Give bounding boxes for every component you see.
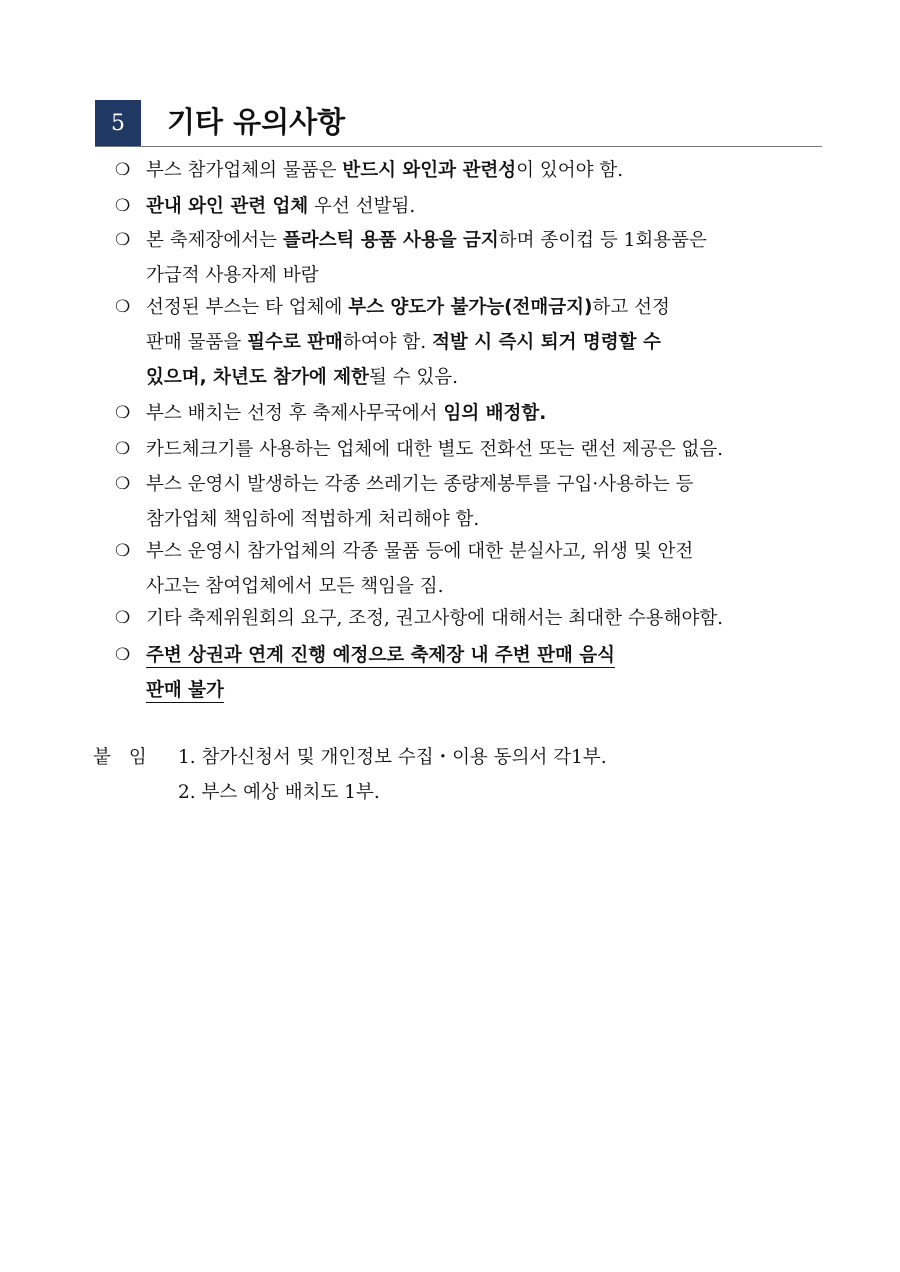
notice-line (146, 673, 224, 708)
circle-bullet-icon: ❍ (115, 474, 131, 494)
notice-line (146, 534, 693, 569)
notice-text: 우선 선발됨. (308, 196, 416, 217)
emphasis-text: 부스 양도가 불가능(전매금지) (348, 297, 593, 318)
notice-text: 하고 선정 (592, 297, 670, 318)
emphasis-text: 관내 와인 관련 업체 (146, 196, 309, 217)
notice-line (146, 223, 707, 258)
circle-bullet-icon: ❍ (115, 403, 131, 423)
circle-bullet-icon: ❍ (115, 541, 131, 561)
notice-text: 부스 운영시 참가업체의 각종 물품 등에 대한 분실사고, 위생 및 안전 (146, 541, 694, 562)
notice-text: 부스 운영시 발생하는 각종 쓰레기는 종량제봉투를 구입·사용하는 등 (146, 474, 694, 495)
emphasis-text: 필수로 판매 (247, 332, 343, 353)
notice-text: 기타 축제위원회의 요구, 조정, 권고사항에 대해서는 최대한 수용해야함. (146, 608, 724, 629)
notice-line (146, 189, 415, 224)
circle-bullet-icon: ❍ (115, 608, 131, 628)
notice-text: 본 축제장에서는 (146, 230, 283, 251)
notice-text: 참가업체 책임하에 적법하게 처리해야 함. (146, 509, 480, 530)
notice-text: 부스 배치는 선정 후 축제사무국에서 (146, 403, 444, 424)
section-title: 기타 유의사항 (167, 105, 346, 139)
section-number-badge: 5 (95, 100, 141, 146)
notice-line (146, 396, 546, 431)
notice-text: 선정된 부스는 타 업체에 (146, 297, 349, 318)
circle-bullet-icon: ❍ (115, 297, 131, 317)
circle-bullet-icon: ❍ (115, 230, 131, 250)
notice-text: 이 있어야 함. (516, 160, 624, 181)
circle-bullet-icon: ❍ (115, 439, 131, 459)
notice-line (146, 153, 623, 188)
notice-line (146, 502, 479, 537)
notice-text: 부스 참가업체의 물품은 (146, 160, 343, 181)
emphasis-text: 임의 배정함. (443, 403, 547, 424)
notice-line (146, 601, 723, 636)
section-header (95, 100, 822, 147)
notice-line (146, 258, 319, 293)
circle-bullet-icon: ❍ (115, 160, 131, 180)
notice-text: 하며 종이컵 등 1회용품은 (498, 230, 707, 251)
attachment-line-2: 2. 부스 예상 배치도 1부. (178, 782, 380, 803)
notice-line (146, 360, 458, 395)
emphasis-text: 판매 불가 (146, 680, 224, 701)
notice-text: 가급적 사용자제 바람 (146, 265, 319, 286)
emphasis-text: 적발 시 즉시 퇴거 명령할 수 (432, 332, 661, 353)
emphasis-text: 있으며, 차년도 참가에 제한 (146, 367, 369, 388)
notice-line (146, 290, 670, 325)
notice-line (146, 467, 693, 502)
notice-text: 카드체크기를 사용하는 업체에 대한 별도 전화선 또는 랜선 제공은 없음. (146, 439, 724, 460)
attachment-line-1: 1. 참가신청서 및 개인정보 수집・이용 동의서 각1부. (178, 747, 607, 768)
notice-line (146, 432, 723, 467)
emphasis-text: 반드시 와인과 관련성 (342, 160, 517, 181)
notice-line (146, 569, 443, 604)
notice-text: 하여야 함. (342, 332, 433, 353)
circle-bullet-icon: ❍ (115, 196, 131, 216)
circle-bullet-icon: ❍ (115, 645, 131, 665)
attachment-label: 붙 임 (93, 747, 147, 768)
notice-text: 될 수 있음. (368, 367, 459, 388)
emphasis-text: 플라스틱 용품 사용을 금지 (282, 230, 499, 251)
emphasis-text: 주변 상권과 연계 진행 예정으로 축제장 내 주변 판매 음식 (146, 645, 616, 666)
notice-line (146, 638, 615, 673)
notice-text: 사고는 참여업체에서 모든 책임을 짐. (146, 576, 444, 597)
notice-text: 판매 물품을 (146, 332, 248, 353)
notice-line (146, 325, 661, 360)
